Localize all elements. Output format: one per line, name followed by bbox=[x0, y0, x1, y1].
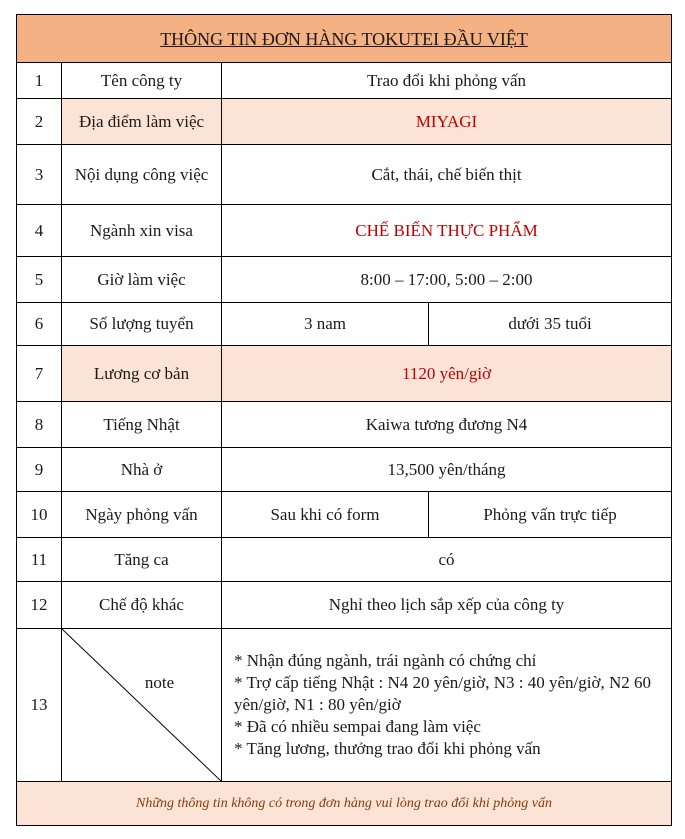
row-label: Tiếng Nhật bbox=[62, 402, 222, 448]
row-number: 1 bbox=[17, 63, 62, 99]
row-number: 13 bbox=[17, 629, 62, 782]
row-value: MIYAGI bbox=[222, 99, 672, 145]
footer-note: Những thông tin không có trong đơn hàng vui lòng trao đổi khi phỏng vấn bbox=[17, 782, 672, 826]
row-number: 12 bbox=[17, 582, 62, 629]
row-label: Ngành xin visa bbox=[62, 205, 222, 257]
row-label: Nội dụng công việc bbox=[62, 145, 222, 205]
note-line: * Trợ cấp tiếng Nhật : N4 20 yên/giờ, N3 : 40 yên/giờ, N2 60 yên/giờ, N1 : 80 yên/giờ bbox=[234, 673, 651, 714]
row-value: Kaiwa tương đương N4 bbox=[222, 402, 672, 448]
row-label: Lương cơ bản bbox=[62, 346, 222, 402]
job-order-table bbox=[16, 14, 672, 826]
row-label: Địa điểm làm việc bbox=[62, 99, 222, 145]
row-label: Ngày phỏng vấn bbox=[62, 492, 222, 538]
row-number: 6 bbox=[17, 303, 62, 346]
row-label: Tên công ty bbox=[62, 63, 222, 99]
row-value: 1120 yên/giờ bbox=[222, 346, 672, 402]
note-label-cell bbox=[62, 629, 222, 782]
row-value-b: Phỏng vấn trực tiếp bbox=[429, 492, 672, 538]
row-number: 5 bbox=[17, 257, 62, 303]
row-number: 4 bbox=[17, 205, 62, 257]
row-label: Giờ làm việc bbox=[62, 257, 222, 303]
diagonal-line bbox=[62, 629, 221, 781]
note-line: * Tăng lương, thưởng trao đổi khi phỏng vấn bbox=[234, 739, 541, 758]
row-number: 9 bbox=[17, 448, 62, 492]
row-number: 2 bbox=[17, 99, 62, 145]
row-number: 3 bbox=[17, 145, 62, 205]
table-title: THÔNG TIN ĐƠN HÀNG TOKUTEI ĐẦU VIỆT bbox=[17, 15, 672, 63]
row-value: Nghỉ theo lịch sắp xếp của công ty bbox=[222, 582, 672, 629]
row-value-a: Sau khi có form bbox=[222, 492, 429, 538]
row-label: Chế độ khác bbox=[62, 582, 222, 629]
row-value: CHẾ BIẾN THỰC PHẨM bbox=[222, 205, 672, 257]
row-value-a: 3 nam bbox=[222, 303, 429, 346]
row-value-b: dưới 35 tuổi bbox=[429, 303, 672, 346]
row-value: có bbox=[222, 538, 672, 582]
note-line: * Nhận đúng ngành, trái ngành có chứng chỉ bbox=[234, 651, 537, 670]
note-content bbox=[222, 629, 672, 782]
row-value: Cắt, thái, chế biến thịt bbox=[222, 145, 672, 205]
row-label: Nhà ở bbox=[62, 448, 222, 492]
row-number: 8 bbox=[17, 402, 62, 448]
row-value: 13,500 yên/tháng bbox=[222, 448, 672, 492]
row-number: 11 bbox=[17, 538, 62, 582]
row-value: Trao đổi khi phỏng vấn bbox=[222, 63, 672, 99]
row-number: 7 bbox=[17, 346, 62, 402]
note-label: note bbox=[144, 673, 175, 692]
note-line: * Đã có nhiều sempai đang làm việc bbox=[234, 717, 481, 736]
row-number: 10 bbox=[17, 492, 62, 538]
row-label: Số lượng tuyển bbox=[62, 303, 222, 346]
row-value: 8:00 – 17:00, 5:00 – 2:00 bbox=[222, 257, 672, 303]
row-label: Tăng ca bbox=[62, 538, 222, 582]
